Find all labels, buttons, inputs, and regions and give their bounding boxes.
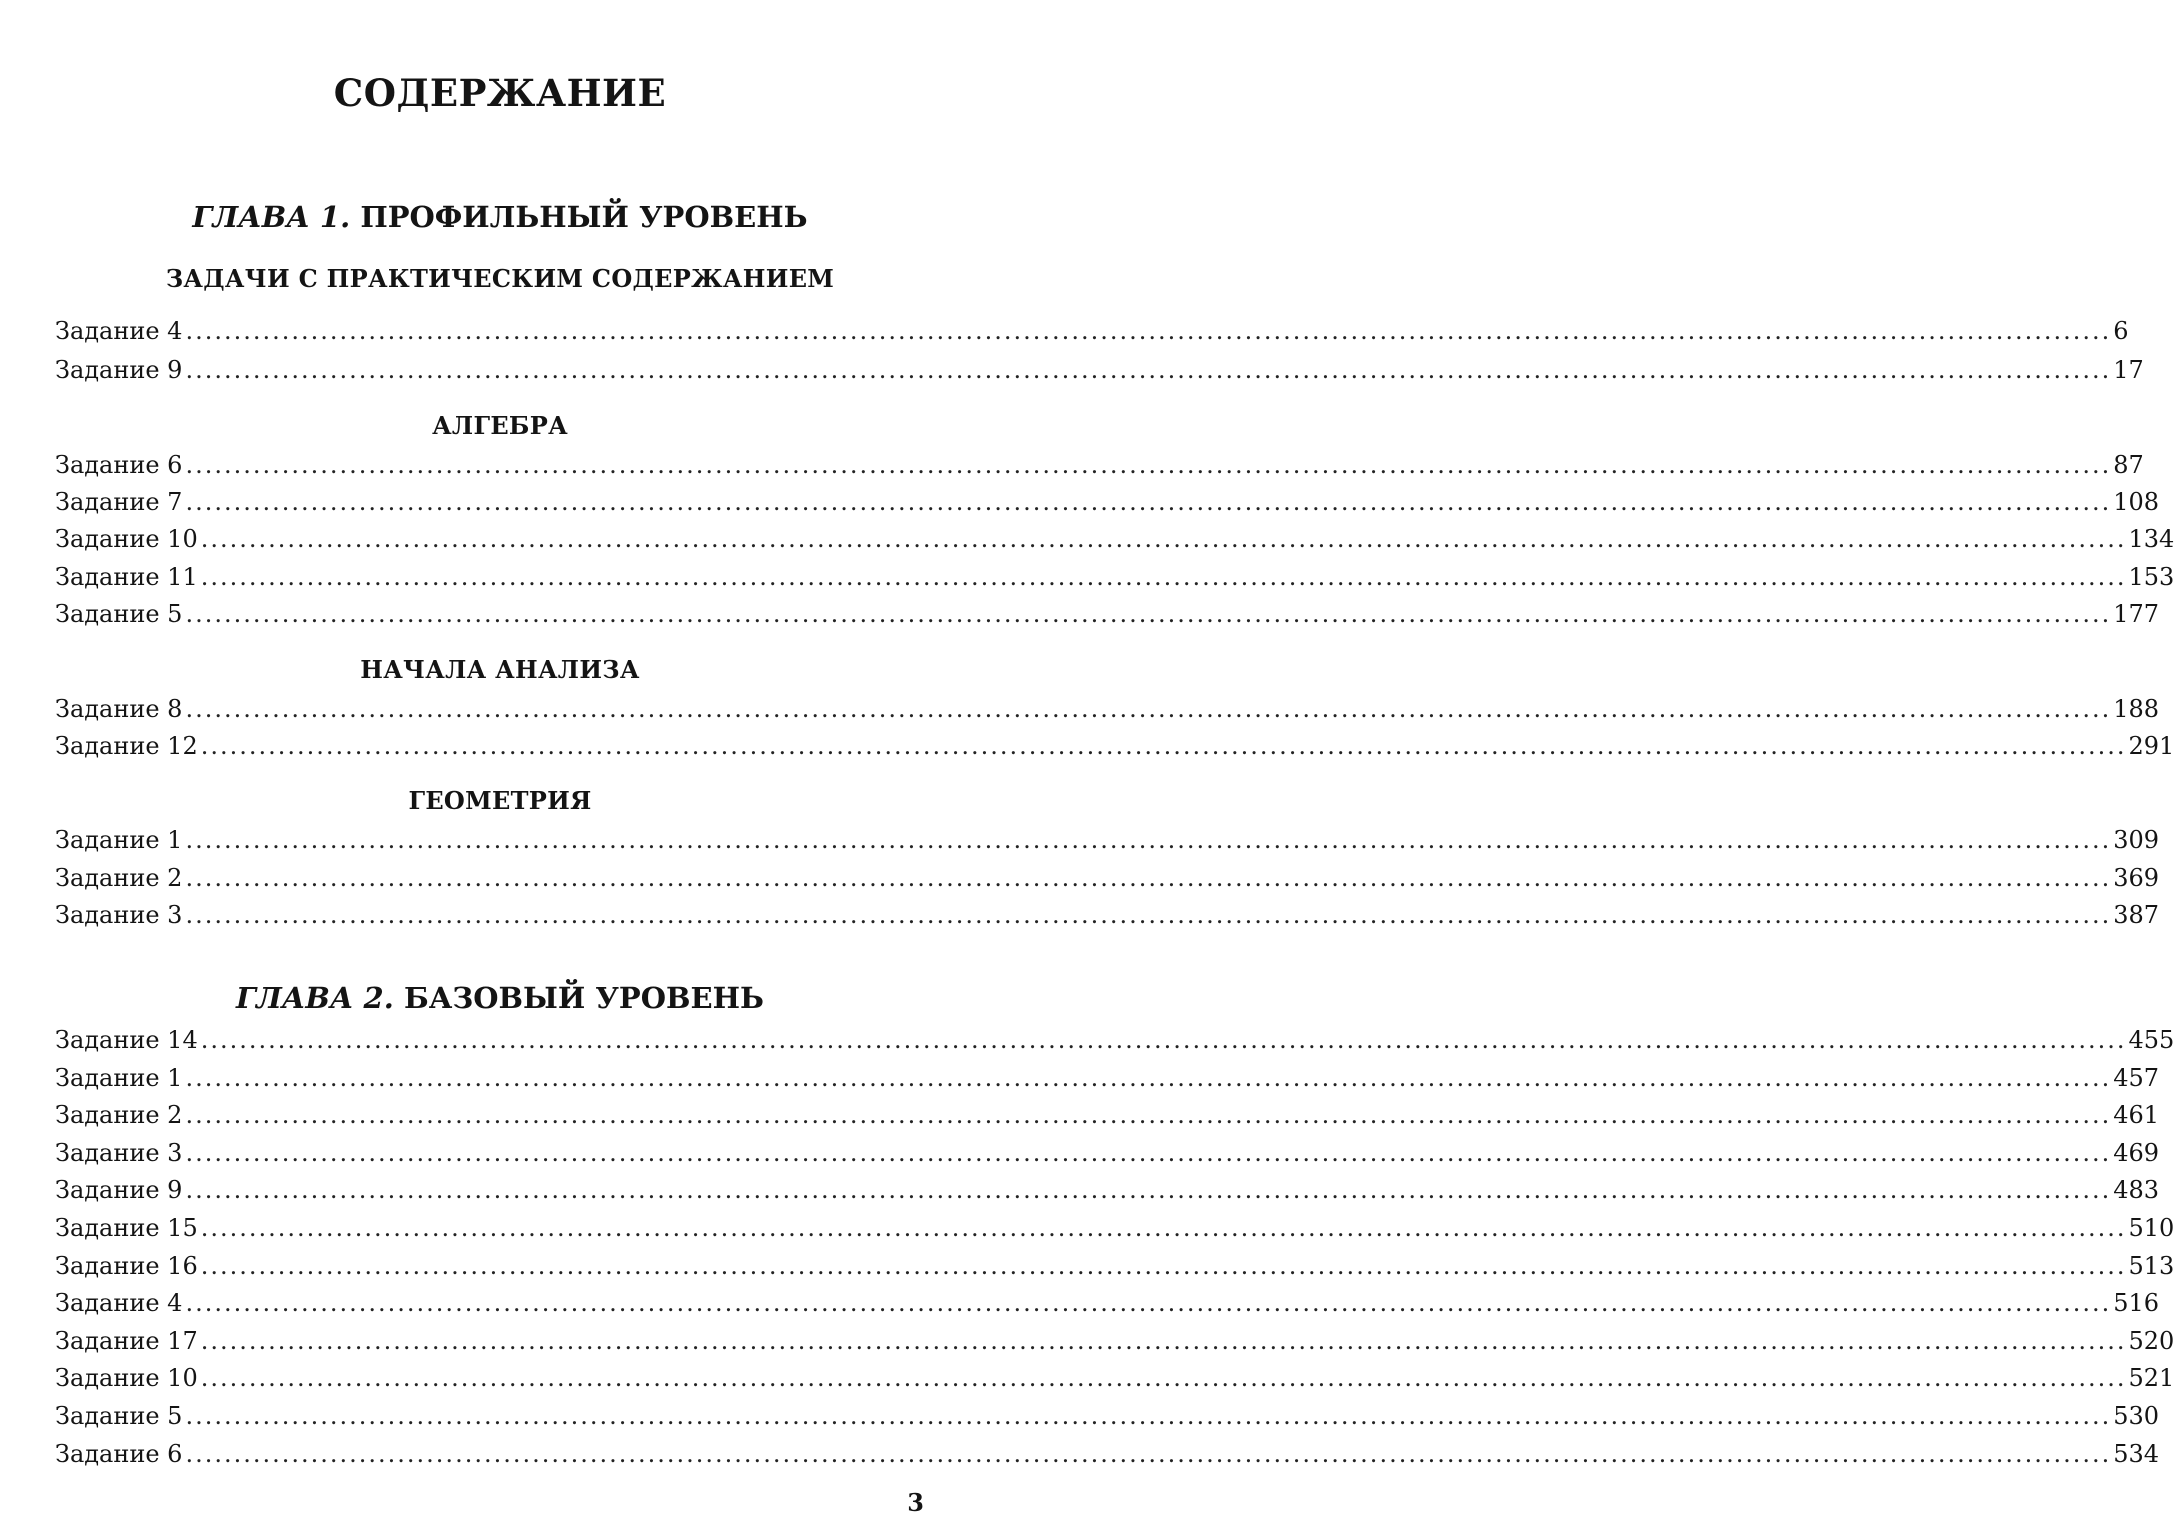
toc-entry[interactable]: [55, 897, 2160, 933]
toc-entry[interactable]: [55, 1097, 2160, 1133]
toc-entry[interactable]: [55, 1248, 2174, 1284]
entry-label: Задание 4: [55, 317, 183, 345]
entry-page: 516: [2113, 1289, 2160, 1317]
entry-label: Задание 4: [55, 1289, 183, 1317]
toc-entry[interactable]: [55, 822, 2160, 858]
chapter-1-title: ПРОФИЛЬНЫЙ УРОВЕНЬ: [360, 200, 808, 234]
entry-page: 455: [2128, 1026, 2174, 1054]
toc-entry[interactable]: [55, 860, 2160, 896]
entry-label: Задание 9: [55, 1176, 183, 1204]
section-heading-analysis: НАЧАЛА АНАЛИЗА: [360, 655, 640, 684]
dot-leader: ........................................................................................................................................................................................................: [200, 1327, 2127, 1355]
entry-label: Задание 3: [55, 901, 183, 929]
toc-entry[interactable]: [55, 596, 2160, 632]
dot-leader: ........................................................................................................................................................................................................: [200, 563, 2127, 591]
dot-leader: ........................................................................................................................................................................................................: [185, 1402, 2112, 1430]
dot-leader: ........................................................................................................................................................................................................: [200, 1026, 2127, 1054]
chapter-2-title: БАЗОВЫЙ УРОВЕНЬ: [403, 981, 764, 1015]
entry-page: 483: [2113, 1176, 2160, 1204]
entry-label: Задание 1: [55, 826, 183, 854]
dot-leader: ........................................................................................................................................................................................................: [200, 525, 2127, 553]
toc-entry[interactable]: [55, 1135, 2160, 1171]
entry-label: Задание 10: [55, 1364, 198, 1392]
dot-leader: ........................................................................................................................................................................................................: [185, 356, 2112, 384]
toc-entry[interactable]: [55, 484, 2160, 520]
chapter-2-label: ГЛАВА 2.: [236, 981, 394, 1015]
entry-page: 521: [2128, 1364, 2174, 1392]
entry-label: Задание 9: [55, 356, 183, 384]
toc-entry[interactable]: [55, 1323, 2174, 1359]
entry-page: 291: [2128, 732, 2174, 760]
entry-page: 534: [2113, 1440, 2160, 1468]
entry-label: Задание 1: [55, 1064, 183, 1092]
entry-page: 461: [2113, 1101, 2160, 1129]
entry-page: 510: [2128, 1214, 2174, 1242]
toc-entry[interactable]: [55, 352, 2144, 388]
toc-entry[interactable]: [55, 1360, 2174, 1396]
entry-label: Задание 2: [55, 1101, 183, 1129]
dot-leader: ........................................................................................................................................................................................................: [185, 1064, 2112, 1092]
entry-page: 513: [2128, 1252, 2174, 1280]
dot-leader: ........................................................................................................................................................................................................: [185, 600, 2112, 628]
entry-page: 387: [2113, 901, 2160, 929]
toc-entry[interactable]: [55, 1022, 2174, 1058]
entry-page: 17: [2113, 356, 2144, 384]
chapter-2-heading: [0, 978, 1000, 1018]
dot-leader: ........................................................................................................................................................................................................: [185, 1101, 2112, 1129]
dot-leader: ........................................................................................................................................................................................................: [185, 864, 2112, 892]
entry-label: Задание 8: [55, 695, 183, 723]
toc-entry[interactable]: [55, 1398, 2160, 1434]
entry-page: 369: [2113, 864, 2160, 892]
toc-entry[interactable]: [55, 521, 2174, 557]
chapter-1-label: ГЛАВА 1.: [192, 200, 351, 234]
dot-leader: ........................................................................................................................................................................................................: [185, 826, 2112, 854]
entry-page: 153: [2128, 563, 2174, 591]
section-heading-geometry: ГЕОМЕТРИЯ: [408, 786, 592, 815]
entry-page: 469: [2113, 1139, 2160, 1167]
dot-leader: ........................................................................................................................................................................................................: [200, 732, 2127, 760]
entry-page: 134: [2128, 525, 2174, 553]
dot-leader: ........................................................................................................................................................................................................: [200, 1214, 2127, 1242]
entry-label: Задание 3: [55, 1139, 183, 1167]
dot-leader: ........................................................................................................................................................................................................: [185, 317, 2112, 345]
toc-entry[interactable]: [55, 1210, 2174, 1246]
section-heading-practical: ЗАДАЧИ С ПРАКТИЧЕСКИМ СОДЕРЖАНИЕМ: [165, 264, 835, 293]
dot-leader: ........................................................................................................................................................................................................: [185, 1139, 2112, 1167]
entry-label: Задание 14: [55, 1026, 198, 1054]
entry-label: Задание 6: [55, 451, 183, 479]
toc-entry[interactable]: [55, 559, 2174, 595]
dot-leader: ........................................................................................................................................................................................................: [185, 695, 2112, 723]
entry-page: 530: [2113, 1402, 2160, 1430]
entry-label: Задание 10: [55, 525, 198, 553]
toc-entry[interactable]: [55, 1172, 2160, 1208]
entry-page: 188: [2113, 695, 2160, 723]
entry-page: 6: [2113, 317, 2129, 345]
entry-page: 87: [2113, 451, 2144, 479]
dot-leader: ........................................................................................................................................................................................................: [200, 1364, 2127, 1392]
entry-label: Задание 6: [55, 1440, 183, 1468]
entry-page: 309: [2113, 826, 2160, 854]
dot-leader: ........................................................................................................................................................................................................: [200, 1252, 2127, 1280]
page-number: 3: [907, 1488, 924, 1517]
entry-label: Задание 5: [55, 1402, 183, 1430]
toc-entry[interactable]: [55, 1060, 2160, 1096]
toc-entry[interactable]: [55, 313, 2129, 349]
entry-page: 177: [2113, 600, 2160, 628]
entry-label: Задание 7: [55, 488, 183, 516]
toc-entry[interactable]: [55, 447, 2144, 483]
entry-label: Задание 12: [55, 732, 198, 760]
dot-leader: ........................................................................................................................................................................................................: [185, 1440, 2112, 1468]
toc-entry[interactable]: [55, 1436, 2160, 1472]
page-title: СОДЕРЖАНИЕ: [333, 71, 667, 115]
dot-leader: ........................................................................................................................................................................................................: [185, 901, 2112, 929]
dot-leader: ........................................................................................................................................................................................................: [185, 488, 2112, 516]
entry-page: 457: [2113, 1064, 2160, 1092]
dot-leader: ........................................................................................................................................................................................................: [185, 1176, 2112, 1204]
entry-label: Задание 15: [55, 1214, 198, 1242]
toc-entry[interactable]: [55, 691, 2160, 727]
section-heading-algebra: АЛГЕБРА: [432, 411, 568, 440]
entry-page: 520: [2128, 1327, 2174, 1355]
dot-leader: ........................................................................................................................................................................................................: [185, 1289, 2112, 1317]
toc-entry[interactable]: [55, 1285, 2160, 1321]
entry-label: Задание 16: [55, 1252, 198, 1280]
entry-label: Задание 17: [55, 1327, 198, 1355]
entry-label: Задание 2: [55, 864, 183, 892]
entry-page: 108: [2113, 488, 2160, 516]
entry-label: Задание 11: [55, 563, 198, 591]
entry-label: Задание 5: [55, 600, 183, 628]
toc-entry[interactable]: [55, 728, 2174, 764]
chapter-1-heading: [0, 197, 1000, 237]
dot-leader: ........................................................................................................................................................................................................: [185, 451, 2112, 479]
